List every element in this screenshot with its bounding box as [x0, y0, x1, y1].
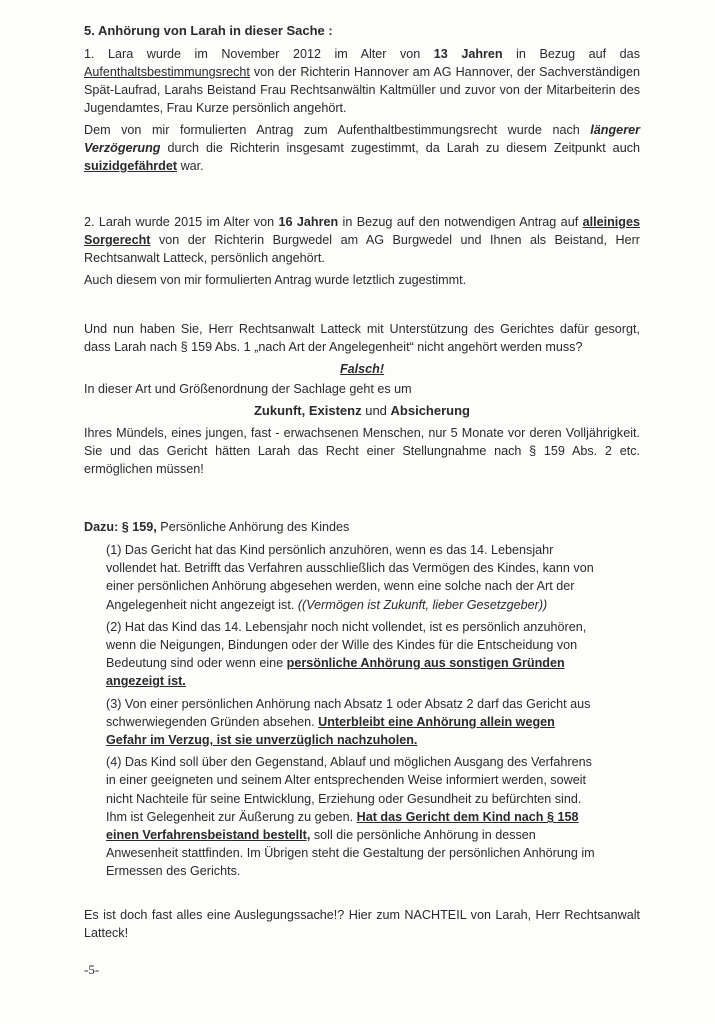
underlined-term: Aufenthaltsbestimmungsrecht: [84, 65, 250, 79]
closing-paragraph: Es ist doch fast alles eine Auslegungssache!? Hier zum NACHTEIL von Larah, Herr Rechtsanwalt Latteck!: [84, 908, 640, 940]
dazu-line: Dazu: § 159, Persönliche Anhörung des Kindes: [84, 520, 350, 534]
paragraph-6: In dieser Art und Größenordnung der Sachlage geht es um: [84, 382, 412, 396]
law-section-4: (4) Das Kind soll über den Gegenstand, Ablauf und möglichen Ausgang des Verfahrens in einer geeigneten und seinem Alter entsprechenden Weise informiert werden, soweit nicht Nachteile für seine Entwicklung, Erziehung oder Gesundheit zu befürchten sind. Ihm ist Gelegenheit zur Äußerung zu geben. Hat das Gericht dem Kind nach § 158 einen Verfahrensbeistand bestellt, soll die persönliche Anhörung in dessen Anwesenheit stattfinden. Im Übrigen steht die Gestaltung der persönlichen Anhörung im Ermessen des Gerichts.: [106, 755, 595, 879]
paragraph-1: 1. Lara wurde im November 2012 im Alter von 13 Jahren in Bezug auf das Aufenthaltsbestimmungsrecht von der Richterin Hannover am AG Hannover, der Sachverständigen Spät-Laufrad, Larahs Beistand Frau Rechtsanwältin Kaltmüller und zuvor von der Mitarbeiterin des Jugendamtes, Frau Kurze persönlich angehört. Dem von mir formulierten Antrag zum Aufenthaltbestimmungsrecht wurde nach längerer Verzögerung durch die Richterin insgesamt zugestimmt, da Larah zu diesem Zeitpunkt auch suizidgefährdet war.: [84, 47, 640, 173]
paragraph-5: Und nun haben Sie, Herr Rechtsanwalt Latteck mit Unterstützung des Gerichtes dafür gesorgt, dass Larah nach § 159 Abs. 1 „nach Art der Angelegenheit“ nicht angehört werden muss? Falsch! In dieser Art und Größenordnung der Sachlage geht es um Zukunft, Existenz und Absicherung Ihres Mündels, eines jungen, fast - erwachsenen Menschen, nur 5 Monate vor deren Volljährigkeit. Sie und das Gericht hätten Larah das Recht einer Stellungnahme nach § 159 Abs. 2 etc. ermöglichen müssen!: [84, 322, 640, 476]
page-number: -5-: [84, 962, 100, 977]
falsch-label: Falsch!: [339, 362, 385, 376]
section-heading: 5. Anhörung von Larah in dieser Sache :: [84, 23, 333, 38]
paragraph-7: Ihres Mündels, eines jungen, fast - erwachsenen Menschen, nur 5 Monate vor deren Volljährigkeit. Sie und das Gericht hätten Larah das Recht einer Stellungnahme nach § 159 Abs. 2 etc. ermöglichen müssen!: [84, 426, 640, 476]
law-quote: [106, 541, 596, 885]
paragraph-3: 2. Larah wurde 2015 im Alter von 16 Jahren in Bezug auf den notwendigen Antrag auf alleiniges Sorgerecht von der Richterin Burgwedel am AG Burgwedel und Ihnen als Beistand, Herr Rechtsanwalt Latteck, persönlich angehört. Auch diesem von mir formulierten Antrag wurde letztlich zugestimmt.: [84, 215, 640, 287]
law-section-1: (1) Das Gericht hat das Kind persönlich anzuhören, wenn es das 14. Lebensjahr vollendet hat. Betrifft das Verfahren ausschließlich das Vermögen des Kindes, kann von einer persönlichen Anhörung abgesehen werden, wenn eine solche nach der Art der Angelegenheit nicht angezeigt ist. ((Vermögen ist Zukunft, lieber Gesetzgeber)): [106, 543, 594, 612]
paragraph-4: Auch diesem von mir formulierten Antrag wurde letztlich zugestimmt.: [84, 273, 467, 287]
law-section-3: (3) Von einer persönlichen Anhörung nach Absatz 1 oder Absatz 2 darf das Gericht aus schwerwiegenden Gründen absehen. Unterbleibt eine Anhörung allein wegen Gefahr im Verzug, ist sie unverzüglich nachzuholen.: [106, 696, 591, 748]
paragraph-2: Dem von mir formulierten Antrag zum Aufenthaltbestimmungsrecht wurde nach längerer Verzögerung durch die Richterin insgesamt zugestimmt, da Larah zu diesem Zeitpunkt auch suizidgefährdet war.: [84, 123, 640, 173]
center-line: Zukunft, Existenz und Absicherung: [253, 403, 470, 418]
law-section-2: (2) Hat das Kind das 14. Lebensjahr noch nicht vollendet, ist es persönlich anzuhören, wenn die Neigungen, Bindungen oder der Wille des Kindes für die Entscheidung von Bedeutung sind oder wenn eine persönliche Anhörung aus sonstigen Gründen angezeigt ist.: [106, 619, 587, 689]
